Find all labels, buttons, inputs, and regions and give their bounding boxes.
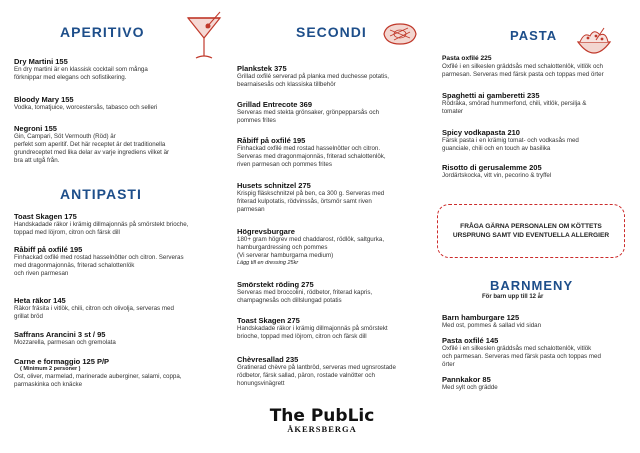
menu-item-barn-hamburgare bbox=[442, 313, 634, 330]
item-note: Lägg till en dressing 25kr bbox=[237, 260, 299, 266]
item-desc: guanciale, chili och en touch av basilika bbox=[442, 145, 551, 152]
item-name: Chèvresallad 235 bbox=[237, 355, 299, 364]
menu-item-toast-skagen-secondi bbox=[237, 316, 433, 341]
item-desc: (Vi serverar hamburgarna medium) bbox=[237, 252, 334, 259]
menu-item-pannkakor bbox=[442, 375, 634, 392]
menu-item-dry-martini bbox=[14, 57, 226, 82]
item-name: Pasta oxfilé 145 bbox=[442, 336, 499, 345]
item-desc: Gin, Campari, Söt Vermouth (Röd) är bbox=[14, 133, 116, 140]
item-desc: En dry martini är en klassisk cocktail som många bbox=[14, 66, 148, 73]
item-desc: och parmesan. Serveras med färsk pasta och toppas med bbox=[442, 353, 601, 360]
item-desc: Jordärtskocka, vitt vin, pecorino & tryffel bbox=[442, 172, 552, 179]
menu-item-negroni bbox=[14, 124, 226, 165]
menu-item-risotto bbox=[442, 163, 634, 180]
item-name: Toast Skagen 275 bbox=[237, 316, 300, 325]
item-desc: bearnaisesås och klassiska tillbehör bbox=[237, 81, 336, 88]
item-desc: Finhackad oxfilé med rostad hasselnötter och citron. bbox=[237, 145, 381, 152]
logo-brand: The PubLic bbox=[269, 406, 375, 426]
item-desc: 180+ gram högrev med chaddarost, rödlök, saltgurka, bbox=[237, 236, 385, 243]
item-desc: Serveras med stekta grönsaker, grönpepparsås och bbox=[237, 109, 380, 116]
menu-item-spaghetti bbox=[442, 91, 634, 116]
item-desc: Handskadade räkor i krämig dillmajonnäs på smörstekt bbox=[237, 325, 388, 332]
item-desc: Finhackad oxfilé med rostad hasselnötter och citron. Serveras bbox=[14, 254, 184, 261]
item-name: Grillad Entrecote 369 bbox=[237, 100, 313, 109]
item-desc: friterad kulpotatis, rödvinssås, örtsmör samt riven bbox=[237, 198, 372, 205]
item-desc: parmesan. Serveras med färsk pasta och toppas med örter bbox=[442, 71, 604, 78]
item-desc: Rödräka, smörad hummerfond, chili, vitlök, persilja & bbox=[442, 100, 587, 107]
logo-place: ÅKERSBERGA bbox=[287, 424, 357, 434]
menu-item-plankstek bbox=[237, 64, 433, 89]
item-name: Pannkakor 85 bbox=[442, 375, 491, 384]
item-desc: Räkor fräsita i vitlök, chili, citron och olivolja, serveras med bbox=[14, 305, 174, 312]
item-desc: förknippar med elegans och sofistikering. bbox=[14, 74, 127, 81]
item-desc: med dragonmajonnäs, friterad schalottenlök bbox=[14, 262, 135, 269]
item-desc: pommes frites bbox=[237, 117, 276, 124]
item-desc: Med ost, pommes & sallad vid sidan bbox=[442, 322, 542, 329]
barnmeny-title: BARNMENY bbox=[490, 278, 574, 293]
item-desc: grundreceptet med lika delar av varje ingrediens vilket är bbox=[14, 149, 170, 156]
menu-item-carne-formaggio bbox=[14, 357, 226, 389]
menu-item-chevresallad bbox=[237, 355, 433, 388]
item-desc: rödbetor, färsk sallad, päron, rostade valnötter och bbox=[237, 372, 375, 379]
item-desc: toppad med löjrom, citron och färsk dill bbox=[14, 229, 120, 236]
item-name: Spaghetti ai gamberetti 235 bbox=[442, 91, 540, 100]
item-desc: och riven parmesan bbox=[14, 270, 69, 277]
item-name: Dry Martini 155 bbox=[14, 57, 68, 66]
item-name: Risotto di gerusalemme 205 bbox=[442, 163, 542, 172]
item-desc: Vodka, tomatjuice, worcestersås, tabasco och selleri bbox=[14, 104, 158, 111]
item-desc: parmesan bbox=[237, 206, 265, 213]
item-name: Bloody Mary 155 bbox=[14, 95, 74, 104]
item-name: Husets schnitzel 275 bbox=[237, 181, 311, 190]
item-name: Råbiff på oxfilé 195 bbox=[237, 136, 306, 145]
item-desc: Färsk pasta i en krämig tomat- och vodkasås med bbox=[442, 137, 579, 144]
menu-item-bloody-mary bbox=[14, 95, 226, 112]
item-desc: champagnesås och dillslungad potatis bbox=[237, 297, 342, 304]
antipasti-title: ANTIPASTI bbox=[60, 186, 142, 202]
item-desc: hamburgardressing och pommes bbox=[237, 244, 328, 251]
item-desc: tomater bbox=[442, 108, 463, 115]
item-desc: Serveras med broccolini, rödbetor, friterad kapris, bbox=[237, 289, 373, 296]
pasta-title: PASTA bbox=[510, 28, 558, 43]
martini-glass-icon bbox=[184, 10, 226, 62]
item-desc: Krispig fläskschnitzel på ben, ca 300 g. Serveras med bbox=[237, 190, 385, 197]
menu-item-rabiff bbox=[14, 245, 226, 278]
item-desc: honungsvinägrett bbox=[237, 380, 285, 387]
aperitivo-title: APERITIVO bbox=[60, 24, 145, 40]
steak-icon bbox=[380, 20, 420, 48]
item-name: Pasta oxfilé 225 bbox=[442, 55, 492, 62]
item-name: Carne e formaggio 125 P/P bbox=[14, 357, 110, 366]
item-name: Toast Skagen 175 bbox=[14, 212, 77, 221]
item-name: Negroni 155 bbox=[14, 124, 57, 133]
item-note: ( Minimum 2 personer ) bbox=[20, 366, 81, 372]
barnmeny-subtitle: För barn upp till 12 år bbox=[482, 294, 544, 300]
item-desc: Grillad oxfilé serverad på planka med duchesse potatis, bbox=[237, 73, 390, 80]
item-desc: örter bbox=[442, 361, 455, 368]
item-desc: brioche, toppad med löjrom, citron och färsk dill bbox=[237, 333, 367, 340]
item-name: Smörstekt röding 275 bbox=[237, 280, 314, 289]
item-name: Saffrans Arancini 3 st / 95 bbox=[14, 330, 106, 339]
menu-item-roding bbox=[237, 280, 433, 305]
menu-item-burgare bbox=[237, 227, 433, 267]
item-desc: Oxfilé i en silkeslen gräddsås med schalottenlök, vitlök bbox=[442, 345, 592, 352]
menu-item-schnitzel bbox=[237, 181, 433, 214]
menu-item-barn-pasta bbox=[442, 336, 634, 369]
menu-item-vodkapasta bbox=[442, 128, 634, 153]
item-desc: Mozzarella, parmesan och gremolata bbox=[14, 339, 116, 346]
menu-item-arancini bbox=[14, 330, 226, 347]
item-name: Barn hamburgare 125 bbox=[442, 313, 520, 322]
item-desc: Handskadade räkor i krämig dillmajonnäs på smörstekt brioche, bbox=[14, 221, 189, 228]
menu-item-toast-skagen bbox=[14, 212, 226, 237]
item-desc: bra att utgå från. bbox=[14, 157, 60, 164]
item-desc: perfekt som aperitif. Det här receptet är det traditionella bbox=[14, 141, 166, 148]
item-name: Heta räkor 145 bbox=[14, 296, 66, 305]
item-desc: Serveras med dragonmajonnäs, friterad schalottenlök, bbox=[237, 153, 386, 160]
item-desc: grillat bröd bbox=[14, 313, 43, 320]
item-name: Högrevsburgare bbox=[237, 227, 295, 236]
item-desc: Ost, oliver, marmelad, marinerade auberginer, salami, coppa, bbox=[14, 373, 182, 380]
item-desc: Gratinerad chèvre på lantbröd, serveras med ugnsrostade bbox=[237, 364, 396, 371]
item-name: Råbiff på oxfilé 195 bbox=[14, 245, 83, 254]
menu-item-rabiff-secondi bbox=[237, 136, 433, 169]
allergy-info-box bbox=[437, 204, 625, 258]
menu-item-entrecote bbox=[237, 100, 433, 125]
item-desc: parmaskinka och knäcke bbox=[14, 381, 83, 388]
item-desc: riven parmesan och pommes frites bbox=[237, 161, 332, 168]
menu-item-pasta-oxfile bbox=[442, 55, 634, 79]
allergy-info-text: FRÅGA GÄRNA PERSONALEN OM KÖTTETS URSPRUNG SAMT VID EVENTUELLA ALLERGIER bbox=[452, 223, 610, 239]
item-name: Plankstek 375 bbox=[237, 64, 287, 73]
menu-item-heta-rakor bbox=[14, 296, 226, 321]
item-name: Spicy vodkapasta 210 bbox=[442, 128, 520, 137]
restaurant-logo bbox=[262, 406, 382, 434]
item-desc: Med sylt och grädde bbox=[442, 384, 498, 391]
secondi-title: SECONDI bbox=[296, 24, 367, 40]
item-desc: Oxfilé i en silkeslen gräddsås med schalottenlök, vitlök och bbox=[442, 63, 603, 70]
